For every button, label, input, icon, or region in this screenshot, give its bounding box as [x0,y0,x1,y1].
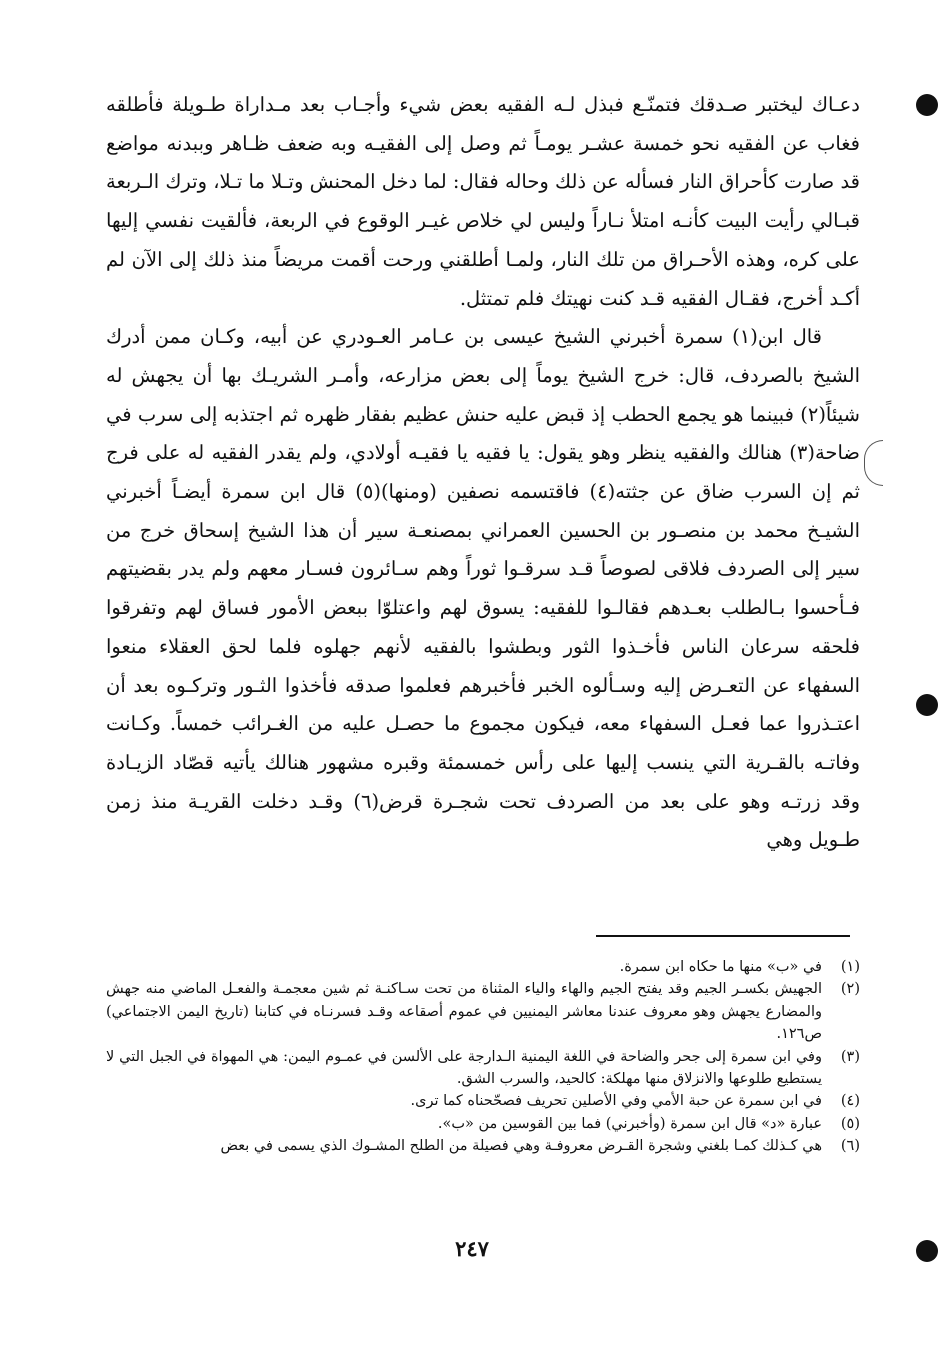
footnote [106,1135,860,1157]
footnote-number: (٢) [840,981,860,998]
main-text [106,86,860,860]
footnote [106,978,860,1045]
footnote [106,1113,860,1135]
footnote-number: (١) [840,959,860,975]
footnotes [106,956,860,1158]
page-number: ٢٤٧ [455,1236,489,1261]
footnote-text: الجهيش بكسـر الجيم وقد يفتح الجيم والهاء والياء المثناة من تحت سـاكنـة ثم شين معجمـة والفعـل الماضي منه جهش والمضارع يجهش وهو معروف عندنا معاشر اليمنيين في عموم أصقاعه وقـد فسرنـاه في كتابنا (تاريخ اليمن الاجتماعي) ص١٢٦. [106,981,822,1043]
footnote-text: وفي ابن سمرة إلى جحر والضاحة في اللغة اليمنية الـدارجة على الألسن في عمـوم اليمن: هي المهواة في الجبل التي لا يستطيع طلوعها والانزلاق منها مهلكة: كالحيد، والسرب الشق. [106,1048,822,1088]
paragraph: قال ابن(١) سمرة أخبرني الشيخ عيسى بن عـامر العـودري عن أبيه، وكـان ممن أدرك الشيخ بالصردف، قال: خرج الشيخ يوماً إلى بعض مزارعه، وأمـر الشريـك بها أن يجهش له شيئاً(٢) فبينما هو يجمع الحطب إذ قبض عليه حنش عظيم بفقار ظهره ثم اجتذبه إلى سرب في ضاحة(٣) هنالك والفقيه ينظر وهو يقول: يا فقيه يا فقيـه أولادي، ولم يقدر الفقيه له على فرج ثم إن السرب ضاق عن جثته(٤) فاقتسمه نصفين (ومنها)(٥) قال ابن سمرة أيضـاً أخبرني الشيـخ محمد بن منصـور بن الحسين العمراني بمصنعـة سير أن هذا الشيخ إسحاق خرج من سير إلى الصردف فلاقى لصوصاً قـد سرقـوا ثوراً وهم سـائرون فسـار معهم ولم يدر بقضيتهم فـأحسوا بـالطلب بعـدهم فقالـوا للفقيه: يسوق لهم واعتلوّا ببعض الأمور فساق لهم وتفرقوا فلحقه سرعان الناس فأخـذوا الثور وبطشوا بالفقيه لأنهم جهلوه فلما لحق العقلاء منعوا السفهاء عن التعـرض إليه وسـألوه الخبر فأخبرهم فعلموا صدقه فأخذوا الثـور وتركـوه بعد أن اعتـذروا عما فعـل السفهاء معه، فيكون مجموع ما حصـل عليه من الغـرائب خمساً. وكـانت وفاتـه بالقـرية التي ينسب إليها على رأس خمسمئة وقبره مشهور هنالك يأتيه قصّاد الزيـادة وقد زرتـه وهو على بعد من الصردف تحت شجـرة قرض(٦) وقـد دخلت القريـة منذ زمن طـويل وهي [106,325,860,852]
footnote [106,956,860,978]
footnote-text: في «ب» منها ما حكاه ابن سمرة. [619,959,822,975]
footnote [106,1090,860,1112]
footnote-text: عبارة «د» قال ابن سمرة (وأخبرني) فما بين القوسين من «ب». [437,1115,822,1132]
footnote-number: (٤) [840,1093,860,1110]
paragraph: دعـاك ليختبر صـدقك فتمنّـع فبذل لـه الفقيه بعض شيء وأجـاب بعد مـداراة طـويلة فأطلقه فغاب عن الفقيه نحو خمسة عشـر يومـاً ثم وصل إلى الفقيـه وبه ضعف ظـاهر وببدنه مواضع قد صارت كأحراق النار فسأله عن ذلك وحاله فقال: لما دخل المحنش وتـلا ما تـلا، وترك الـربعة قبـالي رأيت البيت كأنـه امتلأ نـاراً وليس لي خلاص غيـر الوقوع في الربعة، فألقيت نفسي إليها على كره، وهذه الأحـراق من تلك النار، ولمـا أطلقني ورحت أقمت مريضاً منذ ذلك إلى الآن لم أكـد أخرج، فقـال الفقيه قـد كنت نهيتك فلم تمتثل. [106,93,860,310]
footnote-number: (٥) [840,1115,860,1132]
footnote-text: في ابن سمرة عن حبة الأمي وفي الأصلين تحريف فصحّحناه كما ترى. [410,1093,822,1110]
footnote-separator [596,935,850,937]
footnote [106,1046,860,1091]
margin-bracket-mark [864,440,883,486]
footnote-number: (٦) [840,1138,860,1155]
binding-hole-mark [916,694,938,716]
binding-hole-mark [916,94,938,116]
footnote-number: (٣) [840,1048,860,1065]
footnote-text: هي كـذلك كمـا بلغني وشجرة القـرض معروفـة وهي فصيلة من الطلح المشـوك الذي يسمى في بعض [220,1138,822,1155]
